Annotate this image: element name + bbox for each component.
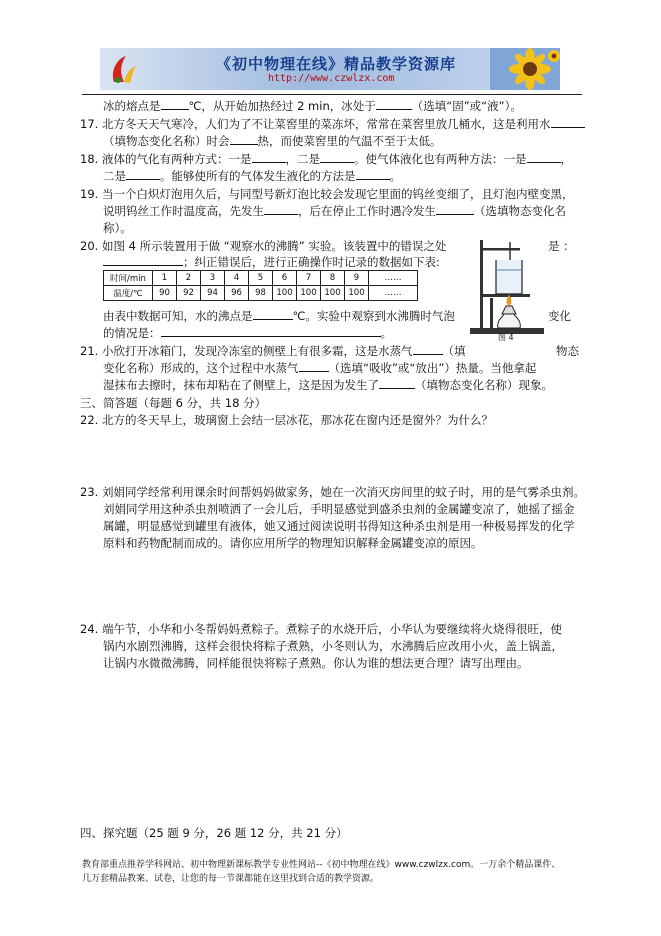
table-cell: 4 (225, 271, 249, 286)
page-footer (82, 858, 582, 886)
q23-line-1: 23. 刘娟同学经常利用课余时间帮妈妈做家务，她在一次消灭房间里的蚊子时，用的是气雾杀虫剂。 (80, 485, 585, 499)
q19-line-2: 说明钨丝工作时温度高，先发生 ，后在停止工作时遇冷发生 （选填物态变化名 (103, 204, 566, 218)
q19-line-1: 19. 当一个白炽灯泡用久后，与同型号新灯泡比较会发现它里面的钨丝变细了，且灯泡内壁变黑， (80, 187, 574, 201)
table-cell: 7 (297, 271, 321, 286)
table-cell: 100 (273, 286, 297, 301)
q22-line: 22. 北方的冬天早上，玻璃窗上会结一层冰花，那冰花在窗内还是窗外？为什么？ (80, 413, 493, 427)
q19-line-3: 称）。 (103, 221, 132, 235)
table-cell: 3 (201, 271, 225, 286)
table-cell: 90 (153, 286, 177, 301)
table-cell: 96 (225, 286, 249, 301)
q23-line-3: 属罐，明显感觉到罐里有液体，她又通过阅读说明书得知这种杀虫剂是用一种极易挥发的化学 (103, 519, 575, 533)
table-cell: 9 (345, 271, 369, 286)
q21-line-2: 变化名称）形成的，这个过程中水蒸气 （选填“吸收”或“放出”）热量。当他拿起 (103, 361, 537, 375)
q16-line: 冰的熔点是 ℃，从开始加热经过 2 min，冰处于 （选填“固”或“液”）。 (103, 99, 522, 113)
boiling-apparatus-figure (466, 236, 552, 340)
q20-line-1: 20. 如图 4 所示装置用于做 “观察水的沸腾” 实验。该装置中的错误之处 (80, 239, 447, 253)
header-url: http://www.czwlzx.com (268, 73, 395, 84)
table-cell: 92 (177, 286, 201, 301)
table-cell: 5 (249, 271, 273, 286)
table-row-time (104, 271, 418, 286)
q21-line-3: 湿抹布去擦时，抹布却粘在了侧壁上，这是因为发生了 （填物态变化名称）现象。 (103, 378, 553, 392)
section-3-heading: 三、简答题（每题 6 分，共 18 分） (80, 396, 267, 410)
table-head-time: 时间/min (104, 271, 153, 286)
table-head-temp: 温度/℃ (104, 286, 153, 301)
table-row-temp (104, 286, 418, 301)
table-cell: 100 (321, 286, 345, 301)
q24-line-1: 24. 端午节，小华和小冬帮妈妈煮粽子。煮粽子的水烧开后，小华认为要继续将火烧得很旺，使 (80, 622, 562, 636)
q21-line-1: 21. 小欣打开冰箱门，发现冷冻室的侧壁上有很多霜，这是水蒸气 （填 (80, 344, 466, 358)
table-cell: 94 (201, 286, 225, 301)
section-4-heading: 四、探究题（25 题 9 分，26 题 12 分，共 21 分） (80, 826, 348, 840)
table-cell: 1 (153, 271, 177, 286)
table-cell: 2 (177, 271, 201, 286)
q20-line-1-tail: 是 ： (548, 239, 575, 253)
table-cell: 100 (345, 286, 369, 301)
logo-icon (106, 52, 138, 86)
table-cell: 6 (273, 271, 297, 286)
q17-line-2: （填物态变化名称）时会 热，而使菜窖里的气温不至于太低。 (103, 134, 442, 148)
footer-line-1: 教育部重点推荐学科网站、初中物理新课标教学专业性网站--《初中物理在线》www.czwlzx.com。一万余个精品课件、 (82, 860, 561, 870)
table-cell: 100 (297, 286, 321, 301)
q20-line-2: ；纠正错误后，进行正确操作时记录的数据如下表: (103, 254, 440, 270)
header-banner (100, 48, 560, 90)
q18-line-2: 二是 。能够使所有的气体发生液化的方法是 。 (103, 169, 401, 183)
figure-label: 图 4 (498, 333, 514, 342)
table-cell: 8 (321, 271, 345, 286)
table-cell-dots: …… (369, 271, 418, 286)
table-cell: 98 (249, 286, 273, 301)
q18-line-1: 18. 液体的气化有两种方式：一是 ，二是 。使气体液化也有两种方法：一是 ， (80, 152, 572, 166)
q24-line-3: 让锅内水微微沸腾，同样能很快将粽子煮熟。你认为谁的想法更合理？请写出理由。 (103, 656, 529, 670)
q21-line-1-tail: 物态 (556, 344, 579, 358)
q17-line-1: 17. 北方冬天天气寒冷，人们为了不让菜窖里的菜冻坏，常常在菜窖里放几桶水，这是利用水 (80, 116, 585, 132)
q20-line-4: 的情况是： 。 (103, 326, 392, 340)
footer-line-2: 几万套精品教案、试卷，让您的每一节课都能在这里找到合适的教学资源。 (82, 874, 380, 884)
q23-line-4: 原料和药物配制而成的。请你应用所学的物理知识解释金属罐变凉的原因。 (103, 536, 483, 550)
q20-line-3-tail: 变化 (548, 309, 571, 323)
q24-line-2: 锅内水剧烈沸腾，这样会很快将粽子煮熟，小冬则认为，水沸腾后应改用小火，盖上锅盖， (103, 639, 563, 653)
sunflower-icon (490, 48, 560, 90)
header-title: 《初中物理在线》精品教学资源库 (216, 55, 457, 73)
header-rule (82, 94, 582, 95)
q23-line-2: 刘娟同学用这种杀虫剂喷洒了一会儿后，手明显感觉到盛杀虫剂的金属罐变凉了，她摇了摇金 (103, 502, 575, 516)
data-table (103, 270, 418, 301)
table-cell-dots: …… (369, 286, 418, 301)
q20-line-3: 由表中数据可知，水的沸点是 ℃。实验中观察到水沸腾时气泡 (103, 309, 455, 323)
